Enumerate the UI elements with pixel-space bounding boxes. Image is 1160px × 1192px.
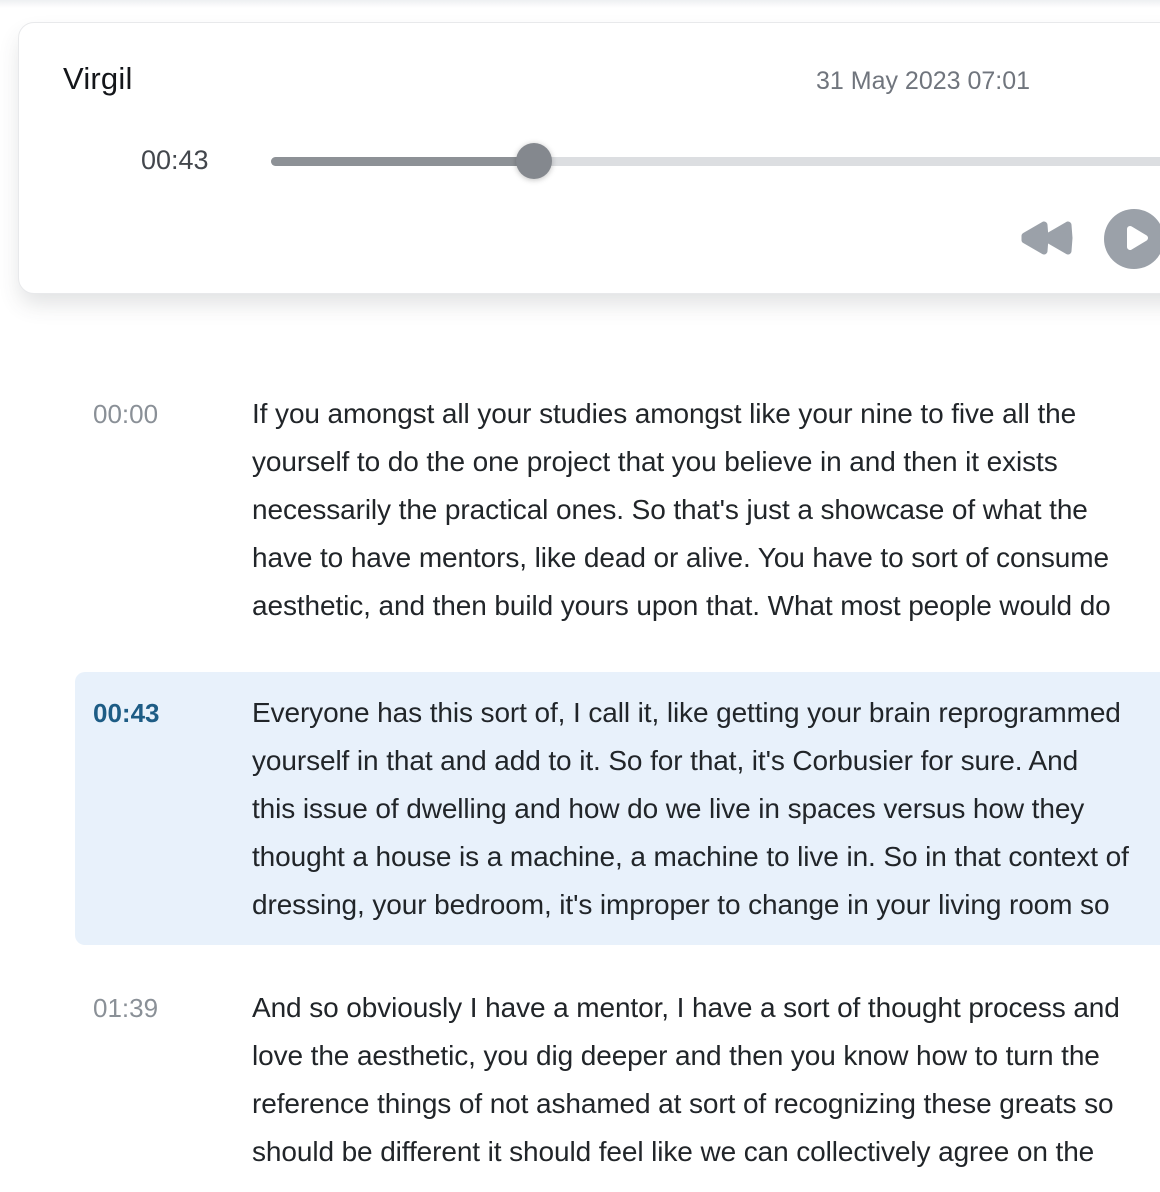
player-title: Virgil (63, 61, 133, 96)
play-button[interactable] (1104, 209, 1160, 269)
segment-text: And so obviously I have a mentor, I have a sort of thought process and love the aesthetic, you dig deeper and then you know how to turn the reference things of not ashamed at sort of recognizing these greats so should be different it should feel like we can collectively agree on the (252, 992, 1120, 1167)
slider-handle[interactable] (516, 143, 552, 179)
slider-track[interactable] (271, 157, 1160, 166)
segment-text: If you amongst all your studies amongst like your nine to five all the yourself to do the one project that you believe in and then it exists necessarily the practical ones. So that's just a showcase of what the have to have mentors, like dead or alive. You have to sort of consume aesthetic, and then build yours upon that. What most people would do (252, 398, 1111, 621)
top-edge-fade (0, 0, 1160, 8)
rewind-icon (1019, 248, 1075, 263)
transcript-segment-active[interactable] (75, 672, 1160, 945)
segment-text: Everyone has this sort of, I call it, like getting your brain reprogrammed yourself in that and add to it. So for that, it's Corbusier for sure. And this issue of dwelling and how do we live in spaces versus how they thought a house is a machine, a machine to live in. So in that context of dressing, your bedroom, it's improper to change in your living room so (252, 697, 1129, 920)
segment-timestamp: 00:00 (93, 399, 159, 429)
seek-slider[interactable] (271, 140, 1160, 180)
play-icon (1104, 208, 1160, 271)
segment-timestamp: 01:39 (93, 993, 159, 1023)
slider-fill (271, 157, 534, 166)
current-time-label: 00:43 (141, 145, 209, 175)
transcript-segment[interactable] (75, 967, 1160, 1192)
player-datetime: 31 May 2023 07:01 (816, 67, 1031, 95)
transcript-segment[interactable] (75, 373, 1160, 646)
rewind-button[interactable] (1019, 216, 1075, 260)
segment-timestamp: 00:43 (93, 698, 160, 728)
audio-player-card (18, 22, 1160, 294)
